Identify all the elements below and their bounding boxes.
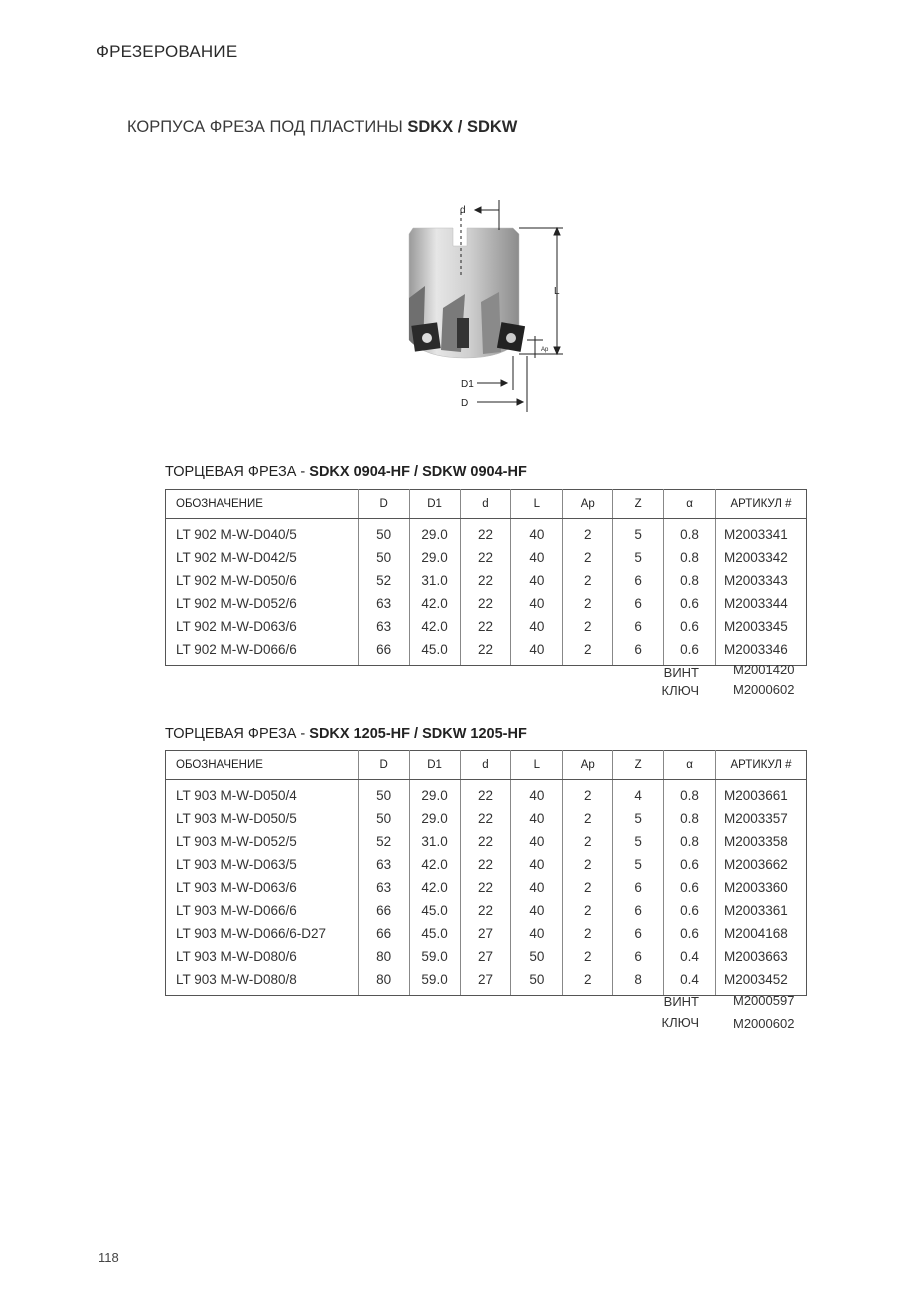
table-cell: 27 [460,968,511,996]
table-cell: 40 [511,638,563,666]
table-cell: 0.6 [664,615,716,638]
table-cell: 22 [460,807,511,830]
table1-key-label: КЛЮЧ [661,683,699,698]
table-cell: 0.4 [664,968,716,996]
table-cell: 40 [511,876,563,899]
table-cell: LT 903 M-W-D066/6 [166,899,359,922]
table-cell: 63 [358,853,409,876]
table-cell: 2 [563,853,613,876]
table-cell: LT 902 M-W-D052/6 [166,592,359,615]
insert-screw [422,333,432,343]
table-row [166,546,807,569]
table-cell: LT 902 M-W-D050/6 [166,569,359,592]
table-cell: 6 [613,876,664,899]
column-header: Ap [563,490,613,519]
table-cell: 6 [613,592,664,615]
table-row [166,876,807,899]
table-cell: 50 [358,519,409,547]
heading-insert-types: SDKX / SDKW [407,118,518,136]
table1-accessories [165,662,807,702]
table2-key-label: КЛЮЧ [661,1015,699,1030]
table-cell: LT 902 M-W-D040/5 [166,519,359,547]
table-cell: 0.6 [664,853,716,876]
table-cell: 40 [511,780,563,808]
table-cell: 29.0 [409,780,460,808]
table-cell: 59.0 [409,968,460,996]
table-cell: 2 [563,830,613,853]
table-cell: 50 [358,780,409,808]
label-D1: D1 [461,379,474,390]
table-cell: 8 [613,968,664,996]
column-header: Ap [563,751,613,780]
table-cell: 6 [613,922,664,945]
table-cell: 4 [613,780,664,808]
column-header: Z [613,490,664,519]
table-cell: 40 [511,922,563,945]
insert-screw [506,333,516,343]
table-cell: LT 902 M-W-D066/6 [166,638,359,666]
table-cell: 2 [563,876,613,899]
table-cell: 45.0 [409,638,460,666]
table1-screw-label: ВИНТ [663,665,699,680]
column-header: α [664,751,716,780]
table-cell: LT 903 M-W-D080/8 [166,968,359,996]
table1-title [165,464,527,480]
table-cell: 2 [563,780,613,808]
table-cell: 22 [460,519,511,547]
table-cell: 42.0 [409,592,460,615]
label-D: D [461,398,469,409]
column-header: D1 [409,490,460,519]
table1-title-inserts: SDKX 0904-HF / SDKW 0904-HF [309,464,527,480]
table-row [166,922,807,945]
table-cell: 5 [613,853,664,876]
table1 [165,489,807,666]
table-cell: M2003452 [715,968,806,996]
table-cell: 50 [511,968,563,996]
table-cell: 42.0 [409,615,460,638]
table-cell: M2003663 [715,945,806,968]
table-row [166,615,807,638]
table-cell: 6 [613,638,664,666]
table-cell: 66 [358,899,409,922]
table-cell: M2003342 [715,546,806,569]
table-cell: 40 [511,853,563,876]
table-row [166,592,807,615]
column-header: d [460,490,511,519]
table-cell: 22 [460,569,511,592]
table-cell: 40 [511,519,563,547]
column-header: L [511,490,563,519]
table-cell: LT 902 M-W-D063/6 [166,615,359,638]
page-heading [127,118,517,137]
table-cell: 31.0 [409,830,460,853]
table2 [165,750,807,996]
table-cell: 22 [460,853,511,876]
table-cell: 0.8 [664,519,716,547]
table-cell: 29.0 [409,546,460,569]
section-title: ФРЕЗЕРОВАНИЕ [96,42,238,61]
table-cell: 40 [511,899,563,922]
table-cell: 45.0 [409,899,460,922]
column-header: ОБОЗНАЧЕНИЕ [166,751,359,780]
table-cell: 0.8 [664,546,716,569]
table-cell: M2003358 [715,830,806,853]
column-header: D [358,751,409,780]
table-cell: M2003344 [715,592,806,615]
table-cell: 52 [358,830,409,853]
table-cell: LT 903 M-W-D050/4 [166,780,359,808]
table-cell: 50 [358,546,409,569]
table2-accessories [165,993,807,1033]
table-cell: 31.0 [409,569,460,592]
column-header: D [358,490,409,519]
table-cell: 40 [511,830,563,853]
table-cell: M2003346 [715,638,806,666]
table-row [166,945,807,968]
table-cell: 2 [563,968,613,996]
table-cell: 5 [613,830,664,853]
table-cell: 2 [563,807,613,830]
table-cell: 2 [563,569,613,592]
table-cell: 50 [358,807,409,830]
column-header: Z [613,751,664,780]
label-ap: Ap [541,347,549,353]
table-cell: 5 [613,807,664,830]
table-cell: 2 [563,546,613,569]
column-header: АРТИКУЛ # [715,751,806,780]
table-cell: LT 903 M-W-D050/5 [166,807,359,830]
table-cell: 0.6 [664,592,716,615]
table-cell: 2 [563,615,613,638]
table-cell: 5 [613,519,664,547]
table-row [166,780,807,808]
table-cell: LT 903 M-W-D080/6 [166,945,359,968]
table-cell: 63 [358,592,409,615]
table-cell: 40 [511,615,563,638]
column-header: D1 [409,751,460,780]
table-cell: 0.8 [664,780,716,808]
table-cell: 2 [563,638,613,666]
column-header: ОБОЗНАЧЕНИЕ [166,490,359,519]
table-cell: 2 [563,945,613,968]
table-cell: 0.6 [664,899,716,922]
table-cell: 6 [613,615,664,638]
table-row [166,830,807,853]
table-cell: 52 [358,569,409,592]
table-cell: 6 [613,899,664,922]
table-cell: M2004168 [715,922,806,945]
table-cell: 0.8 [664,830,716,853]
table-cell: 42.0 [409,876,460,899]
table-cell: 40 [511,807,563,830]
table-cell: 22 [460,638,511,666]
table-cell: LT 902 M-W-D042/5 [166,546,359,569]
heading-prefix: КОРПУСА ФРЕЗА ПОД ПЛАСТИНЫ [127,118,408,136]
table-cell: 27 [460,945,511,968]
table-cell: M2003341 [715,519,806,547]
table-cell: 22 [460,780,511,808]
table1-title-prefix: ТОРЦЕВАЯ ФРЕЗА - [165,464,310,480]
table-cell: LT 903 M-W-D066/6-D27 [166,922,359,945]
table-cell: M2003343 [715,569,806,592]
table-cell: M2003661 [715,780,806,808]
table2-title-inserts: SDKX 1205-HF / SDKW 1205-HF [309,726,527,742]
table2-title-prefix: ТОРЦЕВАЯ ФРЕЗА - [165,726,310,742]
table-row [166,899,807,922]
table-cell: 2 [563,899,613,922]
column-header: АРТИКУЛ # [715,490,806,519]
table-cell: 40 [511,592,563,615]
label-L: L [554,286,560,297]
table-cell: M2003360 [715,876,806,899]
table-cell: 66 [358,638,409,666]
table-cell: 63 [358,615,409,638]
table-cell: 40 [511,546,563,569]
table-cell: 0.6 [664,638,716,666]
table-cell: M2003345 [715,615,806,638]
table-cell: LT 903 M-W-D052/5 [166,830,359,853]
table-cell: 22 [460,899,511,922]
table-cell: 22 [460,830,511,853]
column-header: d [460,751,511,780]
table-cell: 42.0 [409,853,460,876]
table-cell: 2 [563,519,613,547]
table-cell: 6 [613,945,664,968]
table-cell: 22 [460,592,511,615]
column-header: α [664,490,716,519]
table-cell: 0.8 [664,807,716,830]
table2-screw-value: M2000597 [733,993,795,1008]
table-cell: 63 [358,876,409,899]
label-d: d [460,205,466,216]
table-row [166,853,807,876]
table-cell: LT 903 M-W-D063/6 [166,876,359,899]
table-cell: 0.8 [664,569,716,592]
table-cell: 6 [613,569,664,592]
table-cell: 2 [563,592,613,615]
table-row [166,807,807,830]
table-cell: 0.6 [664,922,716,945]
table1-key-value: M2000602 [733,682,795,697]
table1-screw-value: M2001420 [733,662,795,677]
table-cell: 5 [613,546,664,569]
table-cell: 80 [358,945,409,968]
table-cell: 27 [460,922,511,945]
table-cell: 40 [511,569,563,592]
table2-key-value: M2000602 [733,1016,795,1031]
table-cell: LT 903 M-W-D063/5 [166,853,359,876]
insert [457,318,469,348]
table-cell: 45.0 [409,922,460,945]
table-cell: 22 [460,876,511,899]
column-header: L [511,751,563,780]
page-number: 118 [98,1250,119,1265]
table-row [166,569,807,592]
table-row [166,519,807,547]
table-cell: 22 [460,546,511,569]
table-cell: M2003662 [715,853,806,876]
table-cell: 29.0 [409,519,460,547]
table-cell: 66 [358,922,409,945]
table-cell: 59.0 [409,945,460,968]
cutter-diagram [395,190,595,415]
table-cell: 0.4 [664,945,716,968]
table-cell: M2003357 [715,807,806,830]
table2-screw-label: ВИНТ [663,994,699,1009]
table-cell: 2 [563,922,613,945]
table-row [166,968,807,996]
table-cell: 0.6 [664,876,716,899]
table-cell: 80 [358,968,409,996]
table2-title [165,726,527,742]
table-cell: 29.0 [409,807,460,830]
table-cell: 22 [460,615,511,638]
table-cell: 50 [511,945,563,968]
table-cell: M2003361 [715,899,806,922]
